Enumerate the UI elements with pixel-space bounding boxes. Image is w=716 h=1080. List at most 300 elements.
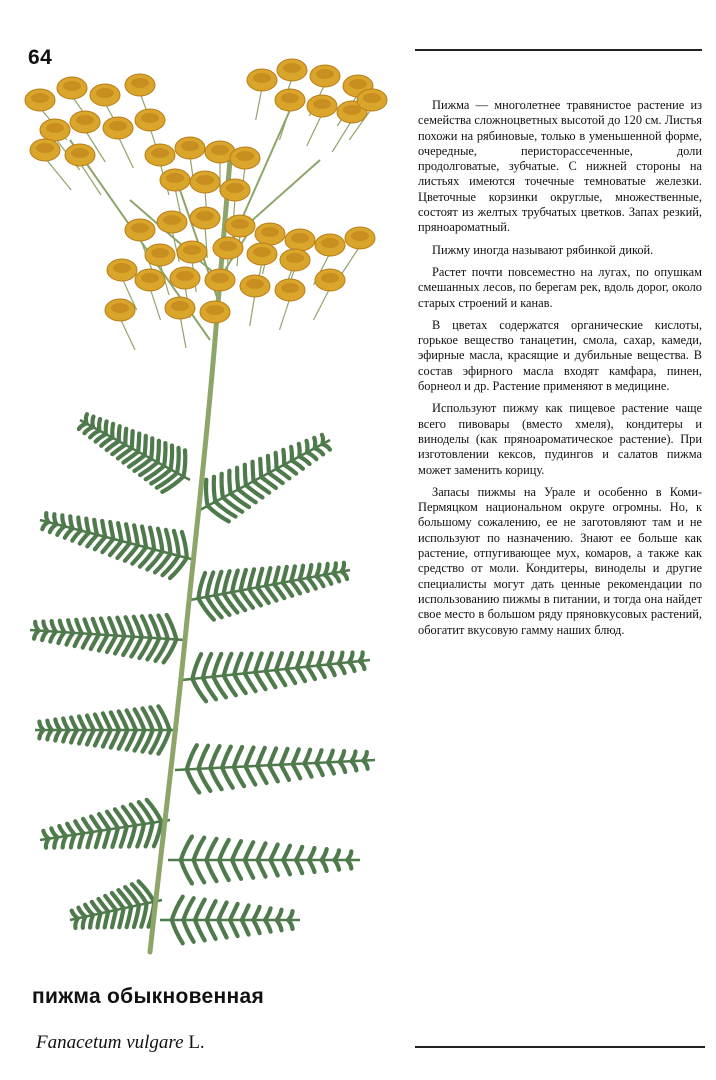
- flower-disc: [181, 141, 199, 151]
- leaflet: [266, 568, 271, 586]
- paragraph: Пижма — многолетнее травянистое растение из семейства сложноцветных высотой до 120 см. Листья похожи на рябиновые, только в уменьшенной форме, очередные, перисторассеченные, доли продолговатые, зубчатые. С нижней стороны на листьях имеются точечные темноватые железки. Цветочные корзинки округлые, множественные, состоят из желтых трубчатых цветков. Запах резкий, пряноароматный.: [418, 98, 702, 235]
- leaflet: [288, 911, 292, 920]
- leaflet: [246, 748, 254, 767]
- leaflet: [55, 730, 60, 741]
- leaflet: [318, 653, 322, 666]
- leaflet: [258, 843, 266, 860]
- leaflet: [79, 730, 85, 744]
- leaflet: [54, 837, 57, 847]
- leaflet: [249, 569, 254, 589]
- leaflet: [283, 583, 293, 596]
- leaflet: [258, 860, 266, 877]
- leaflet: [67, 633, 74, 645]
- leaflet: [164, 443, 165, 466]
- leaflet: [194, 838, 205, 860]
- leaflet: [79, 424, 87, 430]
- leaflet: [245, 860, 253, 878]
- leaflet: [255, 672, 265, 689]
- leaflet: [192, 654, 201, 679]
- leaflet: [265, 908, 271, 920]
- flower-disc: [109, 121, 127, 131]
- leaflet: [266, 671, 276, 687]
- flower-stalk: [45, 158, 71, 190]
- leaflet: [300, 580, 308, 592]
- leaflet: [224, 571, 230, 594]
- flower-disc: [76, 115, 94, 125]
- leaflet: [314, 438, 315, 448]
- leaflet: [257, 748, 264, 766]
- leaflet: [187, 745, 197, 769]
- leaflet: [83, 819, 92, 832]
- leaflet: [142, 527, 146, 548]
- latin-binomial: Fanacetum vulgare: [36, 1032, 184, 1053]
- leaflet: [50, 632, 56, 642]
- leaflet: [245, 654, 252, 674]
- leaflet: [183, 920, 193, 942]
- leaflet: [347, 851, 351, 860]
- leaflet: [142, 616, 151, 638]
- leaflet: [286, 653, 292, 669]
- leaflet: [293, 764, 301, 778]
- leaflet: [260, 459, 261, 477]
- leaf-rachis: [200, 440, 330, 510]
- leaflet: [87, 535, 97, 547]
- flower-disc: [171, 301, 189, 311]
- flower-disc: [363, 93, 381, 103]
- leaflet: [277, 469, 290, 479]
- leaflet: [245, 673, 256, 691]
- leaflet: [105, 912, 109, 928]
- leaflet: [206, 839, 216, 860]
- flower-disc: [63, 81, 81, 91]
- leaflet: [50, 524, 57, 532]
- leaflet: [181, 860, 192, 884]
- leaflet: [246, 767, 256, 785]
- flower-stalk: [256, 88, 262, 120]
- leaflet: [91, 817, 101, 831]
- leaflet: [150, 528, 154, 550]
- leaflet: [109, 618, 116, 636]
- flower-stalk: [120, 318, 135, 350]
- leaflet: [276, 670, 285, 685]
- flower-disc: [236, 151, 254, 161]
- leaflet: [218, 903, 226, 921]
- leaflet: [104, 829, 109, 847]
- leaflet: [174, 531, 179, 556]
- leaflet: [270, 860, 277, 876]
- leaflet: [138, 434, 139, 452]
- leaflet: [72, 531, 81, 541]
- flower-disc: [96, 88, 114, 98]
- leaflet: [166, 530, 171, 554]
- leaflet: [101, 619, 108, 636]
- leaflet: [229, 471, 230, 494]
- leaflet: [90, 431, 99, 438]
- leaflet: [300, 566, 304, 580]
- flower-disc: [163, 215, 181, 225]
- leaflet: [170, 558, 187, 578]
- flower-disc: [211, 273, 229, 283]
- leaflet: [119, 908, 123, 927]
- leaflet: [134, 617, 142, 637]
- leaflet: [134, 525, 138, 545]
- leaflet: [232, 571, 238, 593]
- flower-disc: [141, 113, 159, 123]
- leaflet: [177, 448, 179, 473]
- leaflet: [339, 653, 343, 664]
- leaflet: [146, 823, 153, 847]
- leaflet: [194, 860, 205, 882]
- leaflet: [283, 567, 287, 583]
- leaflet: [71, 730, 77, 743]
- leaflet: [234, 767, 244, 786]
- leaflet: [141, 903, 147, 927]
- leaflet: [234, 747, 242, 767]
- flower-disc: [321, 238, 339, 248]
- leaflet: [57, 526, 64, 535]
- flower-disc: [219, 241, 237, 251]
- flower-disc: [281, 93, 299, 103]
- leaflet: [39, 730, 43, 738]
- leaflet: [291, 447, 292, 461]
- flower-disc: [196, 175, 214, 185]
- flower-disc: [291, 233, 309, 243]
- leaflet: [241, 570, 246, 591]
- leaflet: [242, 905, 249, 920]
- paragraph: В цветах содержатся органические кислоты, горькое вещество танацетин, смола, сахар, камеди, эфирные масла, красящие и дубильные вещества. В состав эфирного масла входят камфара, пинен, борнеол и др. Растение применяют в медицине.: [418, 317, 702, 394]
- leaflet: [102, 521, 105, 537]
- leaflet: [95, 715, 102, 731]
- leaflet: [112, 910, 116, 927]
- leaflet: [172, 920, 183, 943]
- leaflet: [46, 839, 49, 848]
- paragraph: Запасы пижмы на Урале и особенно в Коми-Пермяцком национальном округе огромны. Но, к большому сожалению, ее не заготовляют там и не используют по назначению. Знают ее больше как растение, отпугивающее мух, комаров, а также как средство от моли. Кондитеры, виноделы и другие специалисты могут дать ценные рекомендации по использованию пижмы в питании, и тогда она найдет свое место в большом ряду пряновкусовых растений, обогатит вкусовую гамму наших блюд.: [418, 484, 702, 637]
- leaflet: [234, 654, 241, 675]
- leaflet: [182, 532, 187, 558]
- leaflet: [276, 653, 282, 670]
- leaflet: [257, 766, 266, 783]
- leaflet: [65, 528, 73, 537]
- leaflet: [94, 520, 97, 535]
- leaflet: [322, 849, 327, 860]
- leaflet: [111, 730, 119, 748]
- leaflet: [97, 913, 100, 927]
- flower-disc: [231, 219, 249, 229]
- leaflet: [207, 572, 214, 596]
- leaflet: [316, 750, 321, 763]
- leaflet: [99, 635, 108, 651]
- leaflet: [79, 833, 83, 847]
- flower-disc: [351, 231, 369, 241]
- leaflet: [184, 450, 186, 476]
- flower-disc: [176, 271, 194, 281]
- leaflet: [286, 669, 295, 683]
- flower-disc: [206, 305, 224, 315]
- leaflet: [322, 435, 323, 444]
- leaflet: [110, 522, 113, 539]
- flower-disc: [253, 247, 271, 257]
- leaflet: [76, 620, 81, 634]
- leaflet: [283, 860, 290, 874]
- flower-disc: [31, 93, 49, 103]
- leaflet: [118, 523, 122, 541]
- leaflet: [93, 619, 99, 635]
- paragraph: Используют пижму как пищевое растение чаще всего пивовары (вместо хмеля), кондитеры и виноделы (как пряноароматическое растение). При изготовлении кексов, пудингов и салатов пижма может заменить корицу.: [418, 401, 702, 477]
- flower-disc: [183, 245, 201, 255]
- flower-disc: [36, 143, 54, 153]
- flower-disc: [211, 145, 229, 155]
- plant-common-name: пижма обыкновенная: [32, 985, 265, 1008]
- leaflet: [79, 717, 85, 731]
- flower-stalk: [314, 288, 331, 320]
- leaflet: [342, 563, 344, 572]
- leaflet: [255, 653, 262, 672]
- leaflet: [297, 653, 302, 668]
- leaflet: [363, 752, 367, 761]
- leaflet: [257, 569, 262, 588]
- article-text: [418, 98, 702, 645]
- leaflet: [309, 848, 315, 860]
- leaflet: [224, 654, 232, 676]
- leaflet: [307, 441, 308, 453]
- leaflet: [171, 446, 173, 470]
- leaflet: [269, 748, 276, 765]
- flower-disc: [313, 99, 331, 109]
- flower-stalk: [250, 294, 255, 326]
- flower-disc: [321, 273, 339, 283]
- flower-disc: [71, 148, 89, 158]
- leaflet: [218, 920, 226, 938]
- flower-disc: [343, 105, 361, 115]
- leaflet: [222, 747, 231, 768]
- leaflet: [96, 831, 101, 847]
- leaflet: [352, 752, 356, 762]
- leaflet: [237, 468, 238, 490]
- flower-stalk: [150, 288, 161, 320]
- flower-stalk: [332, 120, 352, 152]
- leaflet: [42, 631, 47, 640]
- leaflet: [203, 654, 211, 678]
- leaflet: [274, 568, 278, 585]
- leaflet: [269, 765, 278, 781]
- leaflet: [283, 846, 290, 860]
- top-rule: [415, 49, 702, 51]
- leaflet: [276, 453, 277, 469]
- leaflet: [145, 436, 146, 455]
- tansy-illustration: [0, 40, 410, 960]
- leaflet: [234, 674, 246, 693]
- flower-stalk: [280, 108, 291, 140]
- flower-disc: [286, 253, 304, 263]
- leaflet: [242, 920, 249, 935]
- leaflet: [187, 769, 199, 792]
- leaflet: [199, 746, 209, 769]
- flower-disc: [113, 263, 131, 273]
- leaflet: [232, 841, 241, 860]
- leaflet: [270, 845, 277, 861]
- leaflet: [103, 713, 111, 730]
- leaflet: [349, 653, 352, 663]
- leaflet: [297, 668, 305, 681]
- leaflet: [47, 730, 51, 739]
- plant-latin-name: [36, 1032, 205, 1054]
- flower-disc: [246, 279, 264, 289]
- leaflet: [151, 438, 152, 459]
- leaflet: [219, 840, 229, 860]
- leaflet: [91, 634, 99, 649]
- bottom-rule: [415, 1046, 705, 1048]
- leaflet: [158, 529, 162, 552]
- leaflet: [283, 450, 284, 465]
- leaflet: [219, 860, 229, 880]
- leaflet: [215, 572, 221, 596]
- leaflet: [277, 910, 282, 920]
- leaflet: [291, 566, 295, 581]
- leaflet: [137, 824, 144, 847]
- leaflet: [75, 918, 77, 928]
- flower-disc: [253, 73, 271, 83]
- leaflet: [230, 904, 238, 920]
- leaflet: [83, 634, 91, 648]
- leaflet: [232, 860, 241, 879]
- flower-stalk: [215, 320, 216, 352]
- leaflet: [107, 636, 116, 652]
- leaflet: [360, 652, 363, 661]
- leaflet: [199, 769, 211, 791]
- leaflet: [127, 907, 132, 927]
- leaflet: [253, 462, 254, 482]
- flower-stalk: [118, 136, 133, 168]
- leaflet: [296, 847, 302, 860]
- leaflet: [281, 749, 288, 765]
- flower-disc: [111, 303, 129, 313]
- leaflet: [119, 426, 120, 441]
- leaflet: [181, 837, 192, 861]
- leaflet: [213, 654, 221, 677]
- paragraph: Растет почти повсеместно на лугах, по опушкам смешанных лесов, по берегам рек, вдоль дорог, около старых строений и канав.: [418, 264, 702, 310]
- leaflet: [206, 480, 208, 506]
- leaflet: [304, 764, 311, 777]
- leaflet: [328, 653, 332, 665]
- leaflet: [293, 749, 299, 764]
- flower-disc: [131, 78, 149, 88]
- leaflet: [333, 563, 336, 573]
- leaflet: [206, 860, 216, 881]
- leaflet: [340, 751, 344, 762]
- flower-disc: [283, 63, 301, 73]
- flower-disc: [261, 227, 279, 237]
- leaflet: [253, 907, 259, 920]
- leaflet: [158, 441, 159, 463]
- leaflet: [222, 474, 223, 498]
- flower-disc: [281, 283, 299, 293]
- leaflet: [183, 898, 193, 920]
- leaflet: [214, 477, 216, 502]
- leaflet: [75, 821, 83, 833]
- leaflet: [268, 456, 269, 473]
- leaflet: [34, 631, 39, 639]
- leaflet: [307, 667, 315, 679]
- leaflet: [90, 915, 93, 928]
- leaflet: [269, 473, 283, 483]
- leaflet: [230, 920, 238, 936]
- leaflet: [125, 429, 126, 445]
- flower-disc: [151, 148, 169, 158]
- leaflet: [245, 465, 246, 486]
- leaflet: [222, 768, 233, 788]
- leaflet: [134, 905, 139, 927]
- flower-disc: [316, 69, 334, 79]
- leaflet: [111, 712, 119, 730]
- flower-stalk: [180, 316, 186, 348]
- leaflet: [299, 444, 300, 457]
- leaflet: [316, 565, 319, 577]
- leaflet: [245, 842, 253, 860]
- flower-disc: [349, 79, 367, 89]
- leaflet: [334, 850, 339, 860]
- leaflet: [207, 920, 216, 939]
- flower-disc: [166, 173, 184, 183]
- flower-disc: [46, 123, 64, 133]
- leaflet: [172, 897, 183, 920]
- leaflet: [325, 564, 328, 575]
- leaflet: [195, 900, 205, 920]
- leaflet: [88, 832, 93, 847]
- leaflet: [63, 836, 66, 848]
- paragraph: Пижму иногда называют рябинкой дикой.: [432, 242, 654, 257]
- flower-disc: [196, 211, 214, 221]
- page-number: 64: [28, 46, 53, 69]
- flower-disc: [141, 273, 159, 283]
- leaflet: [207, 901, 216, 920]
- leaflet: [195, 920, 205, 940]
- flower-stalk: [280, 298, 291, 330]
- leaflet: [58, 632, 64, 643]
- leaflet: [121, 827, 127, 847]
- leaflet: [42, 522, 48, 529]
- leaflet: [129, 825, 135, 846]
- leaflet: [308, 565, 311, 578]
- leaflet: [296, 860, 302, 873]
- leaflet: [132, 431, 133, 448]
- leaflet: [85, 427, 93, 433]
- leaflet: [328, 751, 333, 763]
- flower-disc: [151, 248, 169, 258]
- leaflet: [266, 653, 272, 671]
- leaflet: [117, 618, 124, 637]
- latin-author: L.: [183, 1032, 205, 1053]
- leaflet: [95, 730, 102, 746]
- flower-disc: [131, 223, 149, 233]
- leaflet: [284, 465, 296, 474]
- leaflet: [63, 730, 68, 742]
- leaflet: [87, 716, 94, 731]
- leaflet: [210, 746, 219, 768]
- flower-stalk: [307, 114, 322, 146]
- leaflet: [304, 750, 310, 764]
- leaflet: [86, 519, 89, 533]
- flower-group: [25, 59, 387, 323]
- leaflet: [126, 524, 130, 543]
- leaflet: [210, 768, 221, 789]
- leaflet: [281, 765, 289, 780]
- leaflet: [75, 633, 82, 646]
- leaflet: [71, 835, 75, 848]
- leaflet: [103, 730, 111, 747]
- leaflet: [307, 653, 312, 667]
- leaflet: [80, 533, 89, 544]
- leaflet: [126, 617, 134, 637]
